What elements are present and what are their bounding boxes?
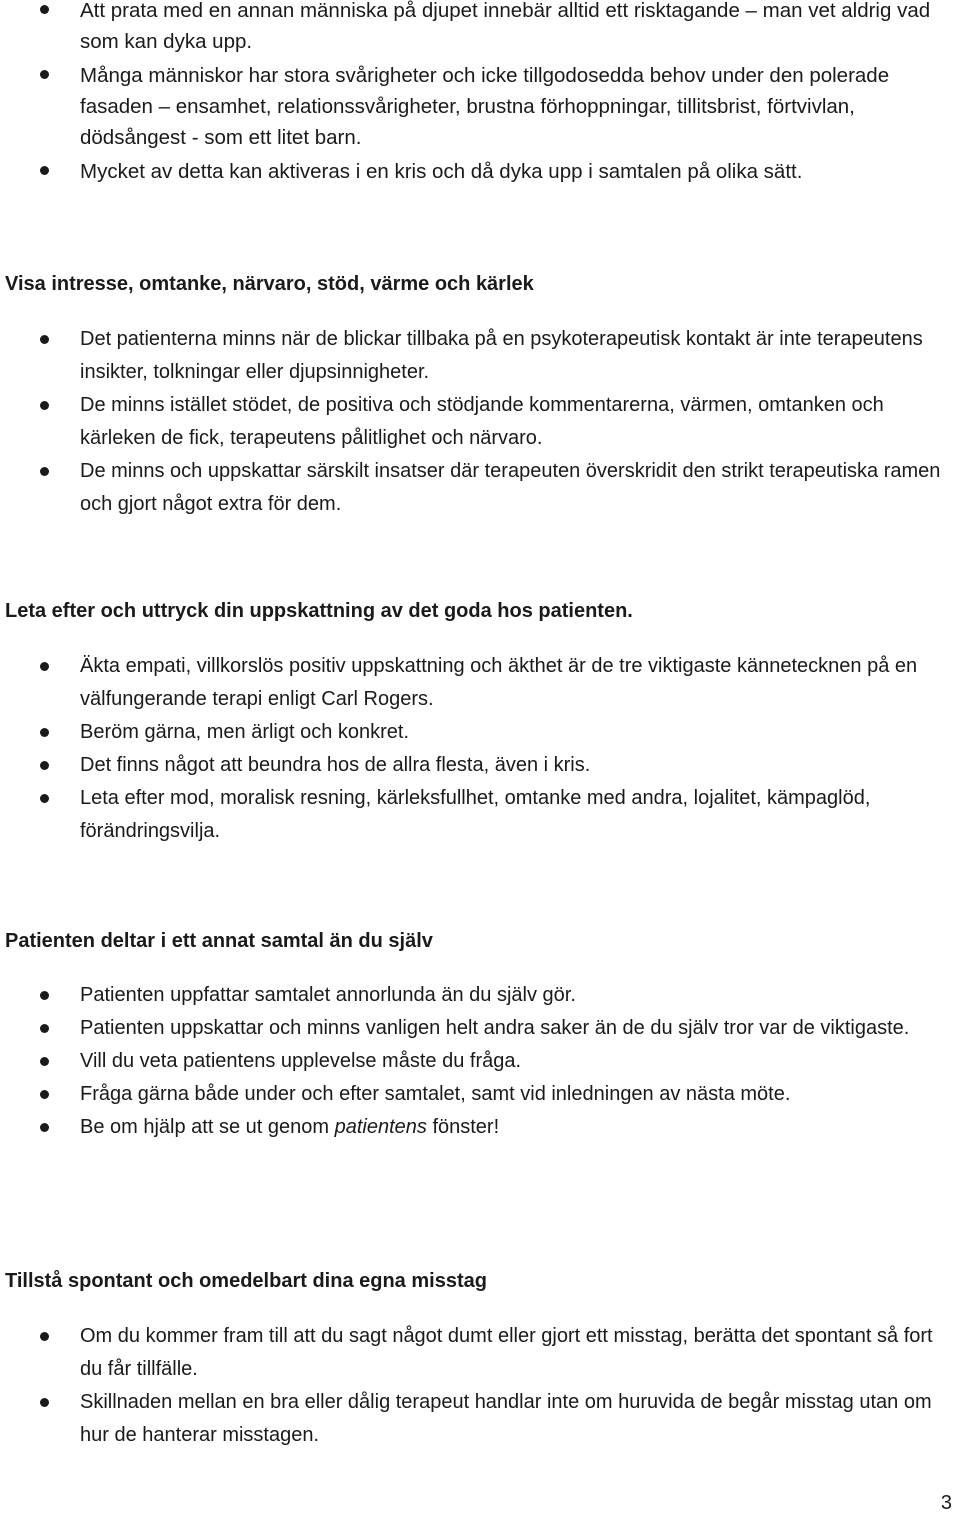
bullet-icon [40, 401, 49, 410]
bullet-icon [40, 761, 49, 770]
list-item: Mycket av detta kan aktiveras i en kris och då dyka upp i samtalen på olika sätt. [0, 156, 960, 187]
section-bullet-list [0, 323, 960, 521]
bullet-icon [40, 662, 49, 671]
section-heading: Leta efter och uttryck din uppskattning av det goda hos patienten. [5, 600, 633, 622]
bullet-icon [40, 1024, 49, 1033]
list-item: Leta efter mod, moralisk resning, kärleksfullhet, omtanke med andra, lojalitet, kämpaglöd, förändringsvilja. [0, 782, 960, 848]
list-item: Patienten uppskattar och minns vanligen helt andra saker än de du själv tror var de viktigaste. [0, 1012, 960, 1045]
bullet-icon [40, 1123, 49, 1132]
list-item: Vill du veta patientens upplevelse måste du fråga. [0, 1045, 960, 1078]
list-item: De minns och uppskattar särskilt insatser där terapeuten överskridit den strikt terapeutiska ramen och gjort något extra för dem. [0, 455, 960, 521]
bullet-icon [40, 1332, 49, 1341]
list-item: Patienten uppfattar samtalet annorlunda än du själv gör. [0, 979, 960, 1012]
bullet-icon [40, 1090, 49, 1099]
bullet-icon [40, 335, 49, 344]
list-item: Att prata med en annan människa på djupet innebär alltid ett risktagande – man vet aldrig vad som kan dyka upp. [0, 0, 960, 57]
bullet-icon [40, 1057, 49, 1066]
list-item: Många människor har stora svårigheter och icke tillgodosedda behov under den polerade fasaden – ensamhet, relationssvårigheter, brustna förhoppningar, tillitsbrist, förtvivlan, dödsångest - som ett litet barn. [0, 60, 960, 153]
section-heading: Patienten deltar i ett annat samtal än du själv [5, 930, 433, 952]
list-item: Om du kommer fram till att du sagt något dumt eller gjort ett misstag, berätta det spontant så fort du får tillfälle. [0, 1320, 960, 1386]
list-item: Det patienterna minns när de blickar tillbaka på en psykoterapeutisk kontakt är inte terapeutens insikter, tolkningar eller djupsinnigheter. [0, 323, 960, 389]
section-bullet-list [0, 1320, 960, 1452]
section-heading: Visa intresse, omtanke, närvaro, stöd, värme och kärlek [5, 273, 534, 295]
bullet-icon [40, 794, 49, 803]
page-number: 3 [940, 1492, 952, 1514]
intro-bullet-list [0, 0, 960, 190]
list-item: Beröm gärna, men ärligt och konkret. [0, 716, 960, 749]
emphasis-text: patientens [334, 1116, 427, 1138]
bullet-icon [40, 70, 49, 79]
section-bullet-list [0, 650, 960, 848]
bullet-icon [40, 166, 49, 175]
bullet-icon [40, 467, 49, 476]
section-bullet-list [0, 979, 960, 1144]
list-item: Skillnaden mellan en bra eller dålig terapeut handlar inte om huruvida de begår misstag utan om hur de hanterar misstagen. [0, 1386, 960, 1452]
bullet-icon [40, 991, 49, 1000]
list-item: Det finns något att beundra hos de allra flesta, även i kris. [0, 749, 960, 782]
list-item: Be om hjälp att se ut genom patientens fönster! [0, 1111, 960, 1144]
bullet-icon [40, 728, 49, 737]
list-item: De minns istället stödet, de positiva och stödjande kommentarerna, värmen, omtanken och kärleken de fick, terapeutens pålitlighet och närvaro. [0, 389, 960, 455]
bullet-icon [40, 1398, 49, 1407]
bullet-icon [40, 5, 49, 14]
list-item: Fråga gärna både under och efter samtalet, samt vid inledningen av nästa möte. [0, 1078, 960, 1111]
section-heading: Tillstå spontant och omedelbart dina egna misstag [5, 1270, 487, 1292]
list-item: Äkta empati, villkorslös positiv uppskattning och äkthet är de tre viktigaste kännetecknen på en välfungerande terapi enligt Carl Rogers. [0, 650, 960, 716]
